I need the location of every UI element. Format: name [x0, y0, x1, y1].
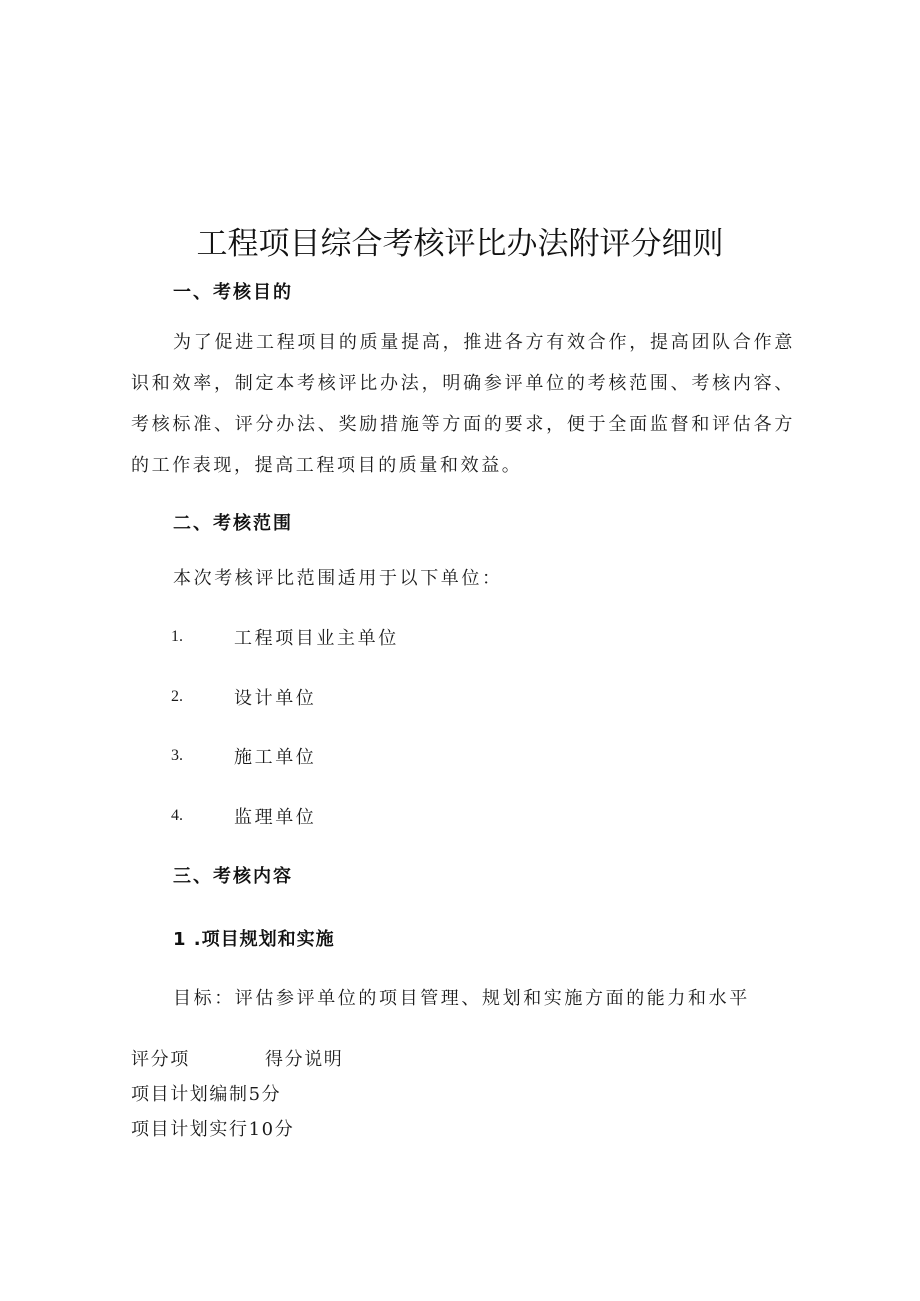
subsection-heading: 1 .项目规划和实施 — [173, 929, 335, 950]
list-item-number: 1. — [171, 628, 183, 645]
document-title: 工程项目综合考核评比办法附评分细则 — [196, 226, 724, 262]
list-item-number: 2. — [171, 688, 183, 705]
section-heading-scope: 二、考核范围 — [173, 513, 293, 534]
score-table-header-item: 评分项 — [131, 1049, 190, 1070]
list-item-text: 设计单位 — [234, 688, 317, 709]
list-item-text: 监理单位 — [234, 807, 317, 828]
goal-text: 目标：评估参评单位的项目管理、规划和实施方面的能力和水平 — [173, 988, 750, 1009]
list-item-text: 施工单位 — [234, 747, 317, 768]
section-heading-content: 三、考核内容 — [173, 866, 293, 887]
table-row: 项目计划编制5分 — [131, 1084, 282, 1105]
table-row: 项目计划实行10分 — [131, 1119, 295, 1140]
score-table-header-desc: 得分说明 — [265, 1049, 344, 1070]
section-heading-purpose: 一、考核目的 — [173, 282, 293, 303]
purpose-paragraph: 为了促进工程项目的质量提高，推进各方有效合作，提高团队合作意识和效率，制定本考核评比办法，明确参评单位的考核范围、考核内容、考核标准、评分办法、奖励措施等方面的要求，便于全面监督和评估各方的工作表现，提高工程项目的质量和效益。 — [131, 332, 795, 476]
list-item-text: 工程项目业主单位 — [234, 628, 399, 649]
list-item-number: 4. — [171, 807, 183, 824]
list-item-number: 3. — [171, 747, 183, 764]
scope-intro: 本次考核评比范围适用于以下单位： — [173, 568, 503, 589]
